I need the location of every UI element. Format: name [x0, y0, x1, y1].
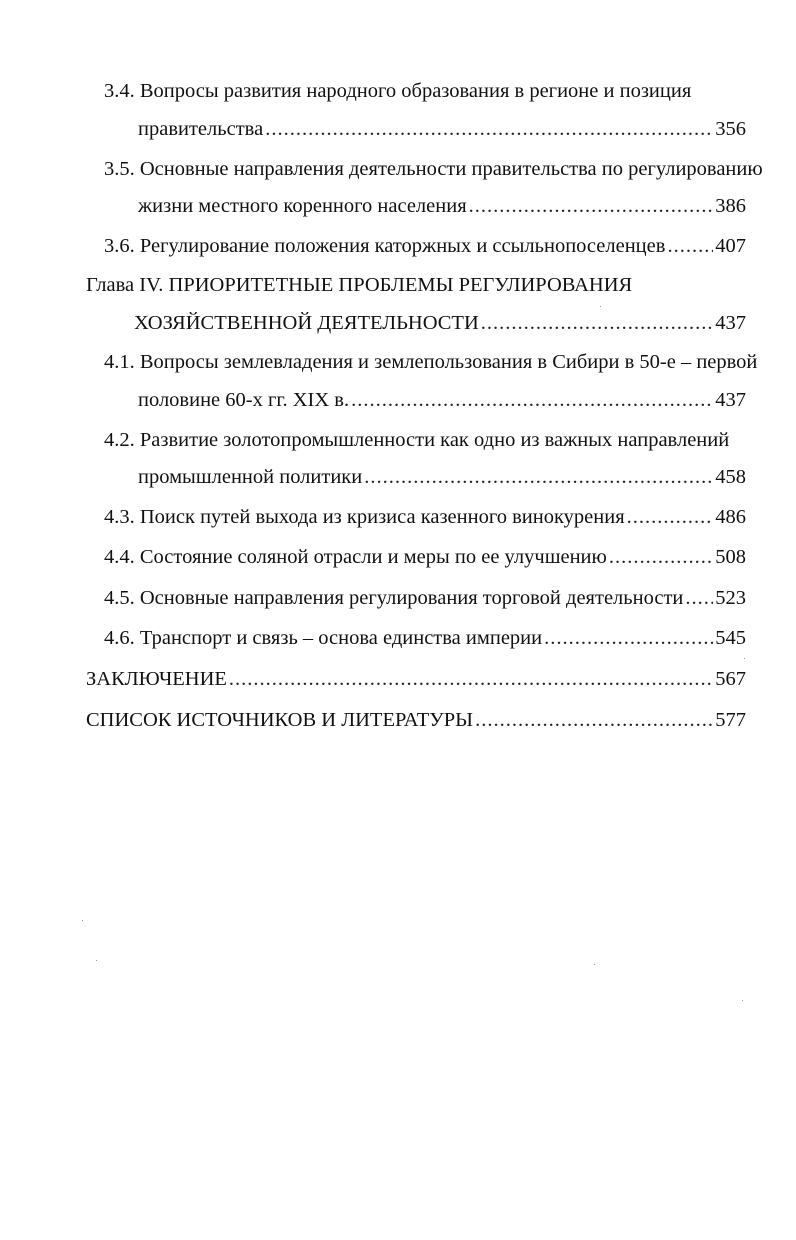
scan-speck — [82, 920, 83, 921]
dot-leader — [351, 387, 713, 413]
toc-entry-3-6[interactable] — [104, 233, 746, 259]
toc-entry-4-5[interactable] — [104, 585, 746, 611]
dot-leader — [475, 707, 713, 733]
toc-entry-3-5-line1 — [104, 156, 764, 182]
page-number: 437 — [715, 312, 746, 334]
toc-entry-conclusion[interactable] — [86, 666, 746, 692]
toc-entry-text: 4.4. Состояние соляной отрасли и меры по ее улучшению — [104, 546, 607, 568]
toc-entry-text: ЗАКЛЮЧЕНИЕ — [86, 668, 227, 690]
toc-entry-text: 3.5. Основные направления деятельности правительства по регулированию — [104, 158, 763, 180]
page-number: 356 — [715, 118, 746, 140]
dot-leader — [481, 310, 713, 336]
toc-chapter-4-line1 — [86, 272, 746, 298]
toc-entry-text: 4.1. Вопросы землевладения и землепользования в Сибири в 50-е – первой — [104, 351, 758, 373]
scan-speck — [600, 306, 601, 307]
toc-chapter-4-line2[interactable] — [134, 310, 746, 336]
dot-leader — [685, 585, 713, 611]
toc-entry-text: правительства — [138, 118, 264, 140]
scan-speck — [744, 658, 745, 659]
toc-entry-3-5-line2[interactable] — [138, 193, 746, 219]
toc-entry-4-2-line2[interactable] — [138, 464, 746, 490]
toc-entry-4-1-line1 — [104, 349, 758, 375]
toc-entry-4-1-line2[interactable] — [138, 387, 746, 413]
page-number: 523 — [715, 587, 746, 609]
page-number: 545 — [715, 627, 746, 649]
page-number: 508 — [715, 546, 746, 568]
page-number: 567 — [715, 668, 746, 690]
toc-entry-text: 3.6. Регулирование положения каторжных и ссыльнопоселенцев — [104, 235, 666, 257]
scan-speck — [96, 960, 97, 961]
page-number: 407 — [715, 235, 746, 257]
toc-entry-text: промышленной политики — [138, 466, 363, 488]
toc-entry-sources[interactable] — [86, 707, 746, 733]
scan-speck — [594, 964, 595, 965]
toc-entry-4-2-line1 — [104, 427, 754, 453]
toc-entry-text: 4.2. Развитие золотопромышленности как одно из важных направлений — [104, 429, 730, 451]
toc-entry-4-3[interactable] — [104, 504, 746, 530]
dot-leader — [364, 464, 713, 490]
chapter-title: Глава IV. ПРИОРИТЕТНЫЕ ПРОБЛЕМЫ РЕГУЛИРОВАНИЯ — [86, 274, 633, 296]
toc-entry-text: СПИСОК ИСТОЧНИКОВ И ЛИТЕРАТУРЫ — [86, 709, 474, 731]
toc-entry-3-4-line2[interactable] — [138, 116, 746, 142]
dot-leader — [544, 625, 713, 651]
page-number: 577 — [715, 709, 746, 731]
toc-entry-text: 4.3. Поиск путей выхода из кризиса казенного винокурения — [104, 506, 625, 528]
dot-leader — [627, 504, 714, 530]
toc-entry-4-6[interactable] — [104, 625, 746, 651]
page-number: 458 — [715, 466, 746, 488]
dot-leader — [609, 544, 713, 570]
dot-leader — [469, 193, 714, 219]
dot-leader — [229, 666, 713, 692]
toc-entry-text: 4.6. Транспорт и связь – основа единства империи — [104, 627, 543, 649]
toc-entry-text: 4.5. Основные направления регулирования торговой деятельности — [104, 587, 684, 609]
toc-entry-text: 3.4. Вопросы развития народного образования в регионе и позиция — [104, 80, 692, 102]
page-number: 386 — [715, 195, 746, 217]
chapter-title: ХОЗЯЙСТВЕННОЙ ДЕЯТЕЛЬНОСТИ — [134, 312, 479, 334]
dot-leader — [667, 233, 713, 259]
scan-speck — [742, 1000, 743, 1001]
page-number: 486 — [715, 506, 746, 528]
toc-entry-text: жизни местного коренного населения — [138, 195, 467, 217]
dot-leader — [265, 116, 713, 142]
toc-entry-4-4[interactable] — [104, 544, 746, 570]
page-number: 437 — [715, 389, 746, 411]
toc-entry-text: половине 60-х гг. XIX в. — [138, 389, 350, 411]
toc-entry-3-4-line1 — [104, 78, 754, 104]
